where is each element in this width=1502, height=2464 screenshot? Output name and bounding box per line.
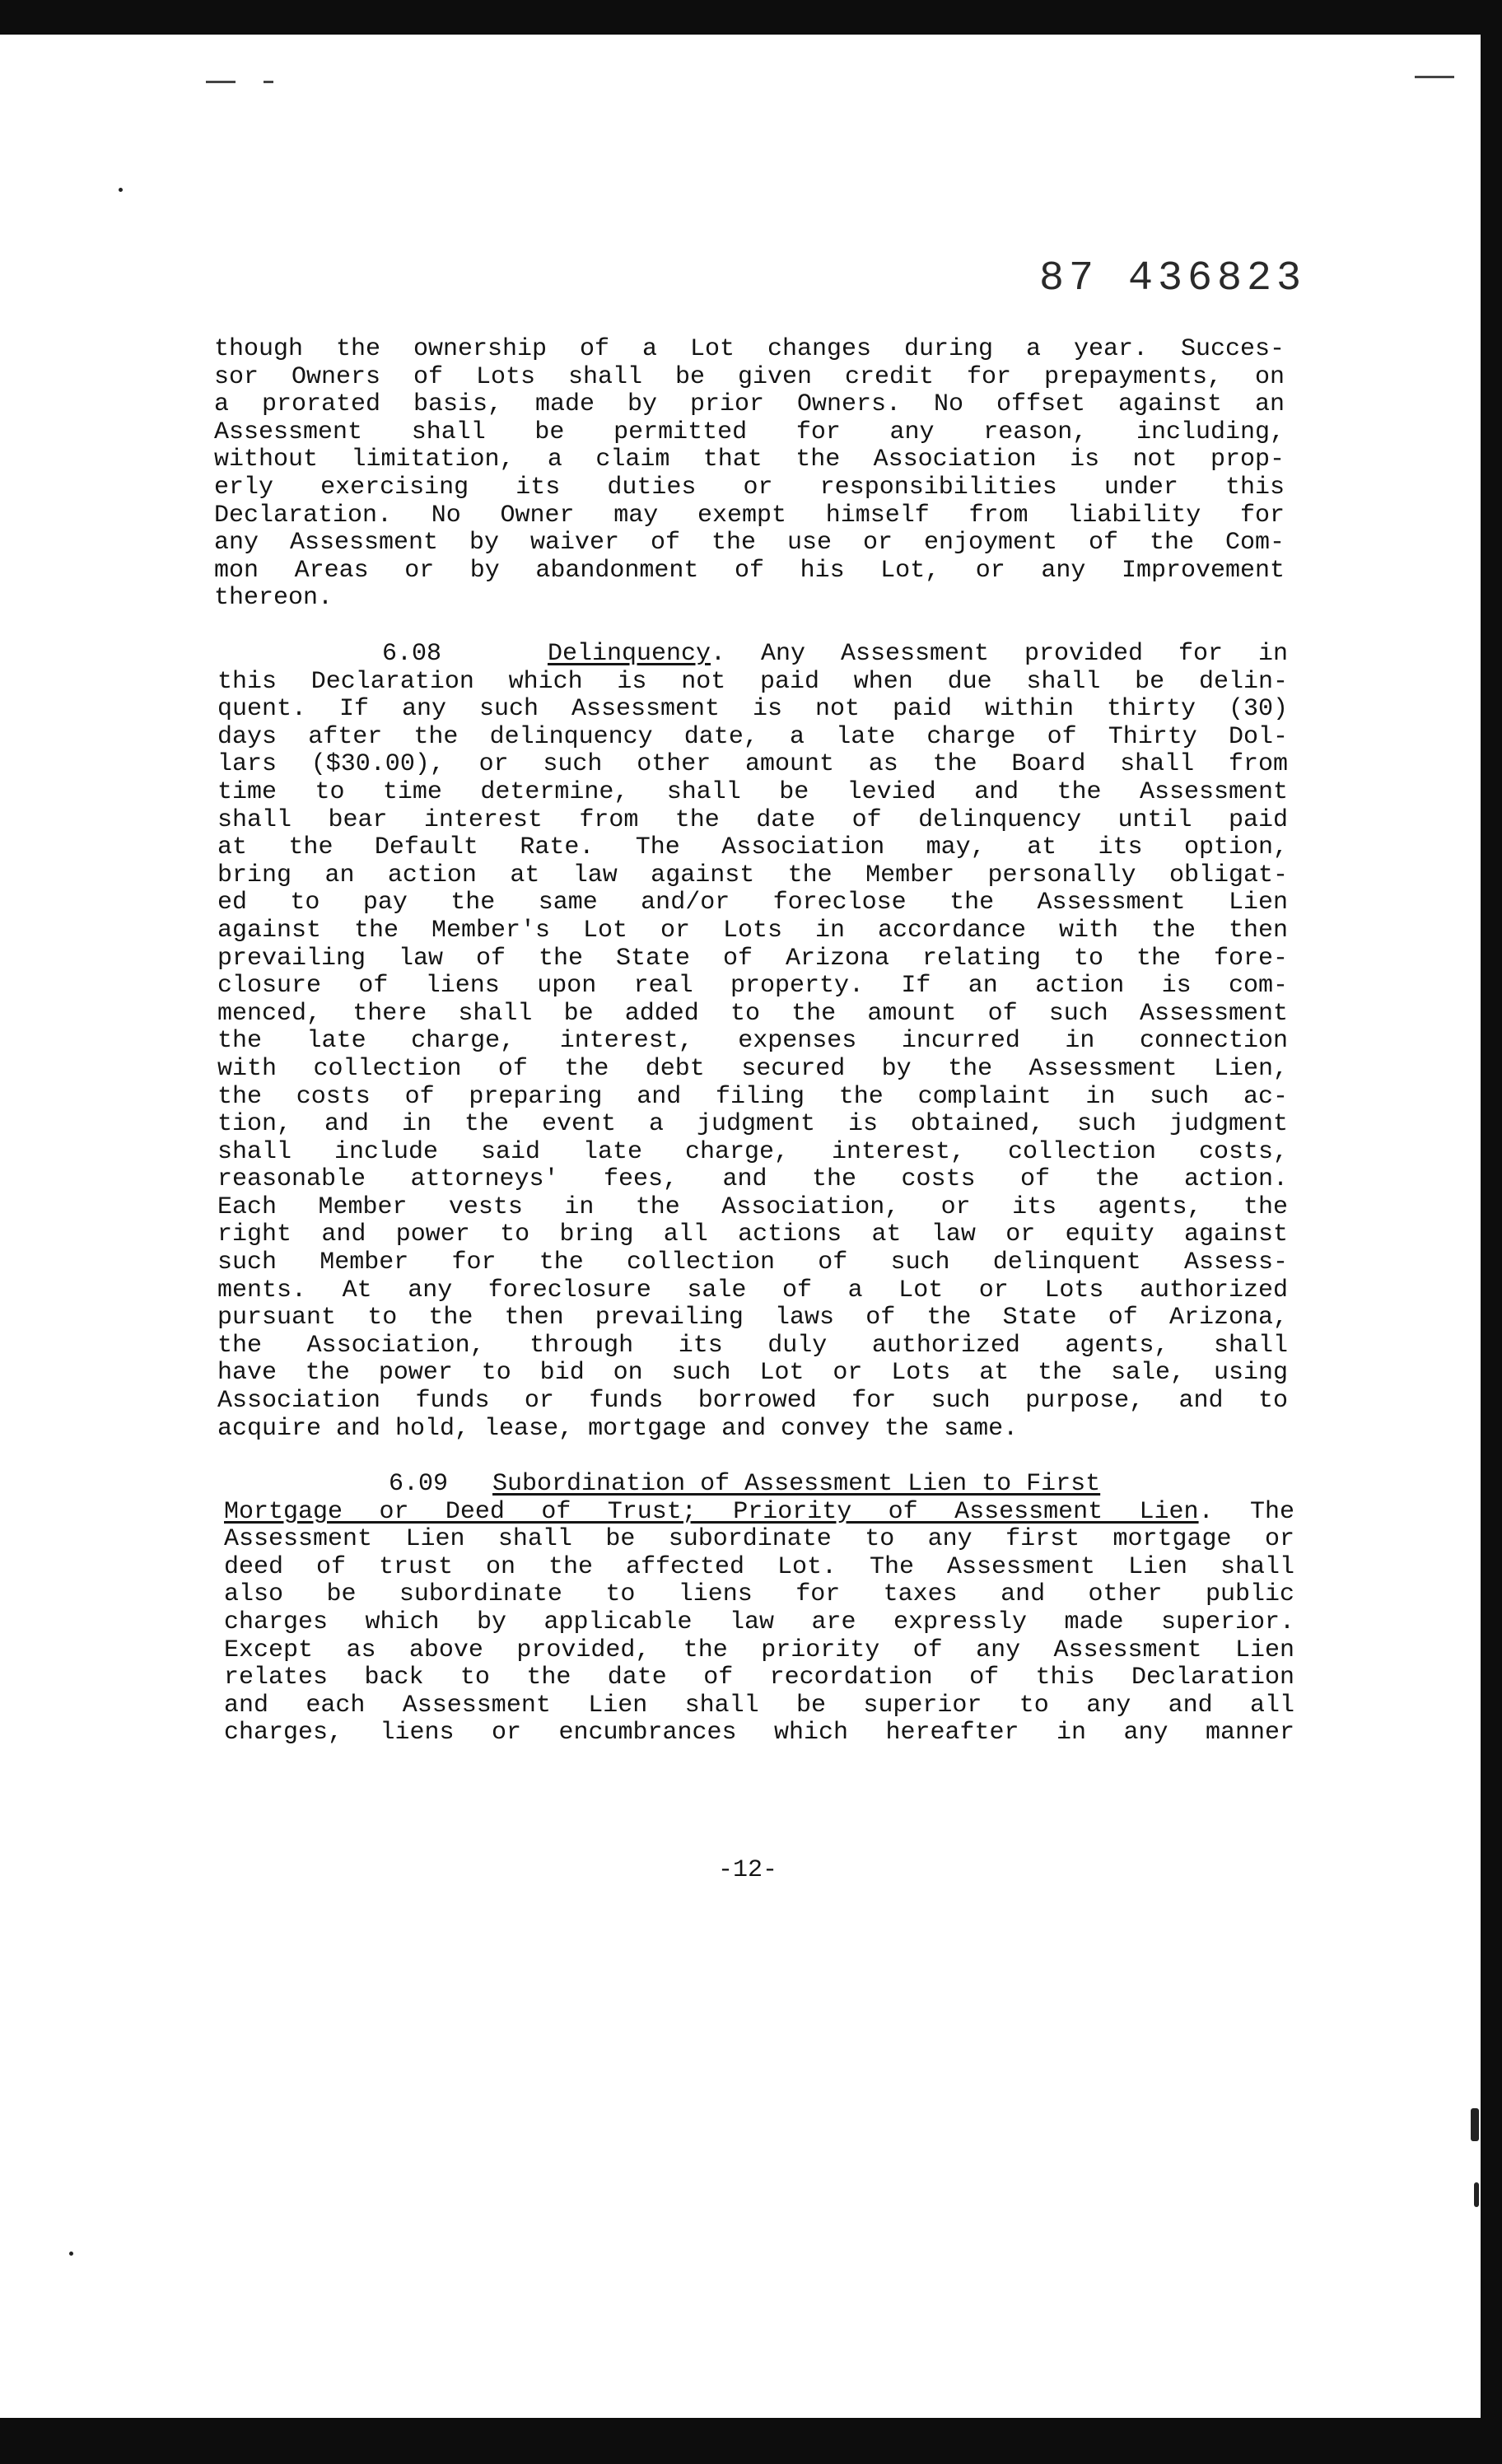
- text-line: such Member for the collection of such delinquent Assess-: [217, 1248, 1288, 1277]
- text-line: thereon.: [214, 584, 334, 613]
- text-line: prevailing law of the State of Arizona relating to the fore-: [217, 944, 1288, 973]
- page-number: -12-: [718, 1856, 778, 1884]
- scan-mark: [206, 81, 236, 83]
- text-line: charges which by applicable law are expressly made superior.: [224, 1608, 1294, 1636]
- text-line: Declaration. No Owner may exempt himself from liability for: [214, 501, 1285, 530]
- text-line: time to time determine, shall be levied and the Assessment: [217, 777, 1288, 806]
- text-line: pursuant to the then prevailing laws of the State of Arizona,: [217, 1304, 1288, 1332]
- scan-mark: [264, 81, 273, 83]
- section-heading-tail: . The: [1198, 1497, 1295, 1526]
- scan-bottom-border: [0, 2418, 1502, 2464]
- text-line: sor Owners of Lots shall be given credit for prepayments, on: [214, 362, 1285, 391]
- text-line: erly exercising its duties or responsibilities under this: [214, 473, 1285, 502]
- section-heading: Delinquency: [547, 640, 711, 668]
- section-heading-line: [224, 1471, 1294, 1499]
- text-line: though the ownership of a Lot changes during a year. Succes-: [214, 335, 1285, 363]
- text-line: Assessment Lien shall be subordinate to any first mortgage or: [224, 1525, 1294, 1554]
- text-line: days after the delinquency date, a late charge of Thirty Dol-: [217, 722, 1288, 751]
- section-6-08: [217, 641, 1288, 1443]
- section-number: 6.09: [389, 1470, 449, 1498]
- scan-right-border: [1481, 0, 1502, 2464]
- text-line: acquire and hold, lease, mortgage and convey the same.: [217, 1414, 1019, 1443]
- text-line: bring an action at law against the Member personally obligat-: [217, 861, 1288, 889]
- scan-mark: [1415, 76, 1454, 78]
- scan-speck: [1471, 2108, 1479, 2141]
- text-line: mon Areas or by abandonment of his Lot, or any Improvement: [214, 556, 1285, 585]
- section-heading-line: [224, 1499, 1294, 1527]
- paragraph-continuation: [214, 336, 1285, 613]
- text-line: against the Member's Lot or Lots in accordance with the then: [217, 916, 1288, 945]
- text-line: ments. At any foreclosure sale of a Lot or Lots authorized: [217, 1276, 1288, 1304]
- text-line: Assessment shall be permitted for any reason, including,: [214, 418, 1285, 446]
- text-line: menced, there shall be added to the amount of such Assessment: [217, 999, 1288, 1028]
- text-line: Except as above provided, the priority of any Assessment Lien: [224, 1636, 1294, 1664]
- text-line: and each Assessment Lien shall be superior to any and all: [224, 1691, 1294, 1720]
- text-line: a prorated basis, made by prior Owners. No offset against an: [214, 390, 1285, 419]
- section-heading-line: [217, 641, 1288, 669]
- document-number: 87 436823: [1039, 255, 1307, 302]
- text-line: shall bear interest from the date of delinquency until paid: [217, 805, 1288, 834]
- text-line: closure of liens upon real property. If an action is com-: [217, 972, 1288, 1001]
- text-line: tion, and in the event a judgment is obtained, such judgment: [217, 1110, 1288, 1139]
- text-line: relates back to the date of recordation of this Declaration: [224, 1664, 1294, 1692]
- text-line: the late charge, interest, expenses incurred in connection: [217, 1027, 1288, 1056]
- text-line: quent. If any such Assessment is not paid within thirty (30): [217, 695, 1288, 724]
- text-line: this Declaration which is not paid when due shall be delin-: [217, 667, 1288, 696]
- text-line: without limitation, a claim that the Association is not prop-: [214, 446, 1285, 474]
- section-number: 6.08: [382, 640, 442, 668]
- section-heading-continued: Mortgage or Deed of Trust; Priority of Assessment Lien: [224, 1497, 1199, 1526]
- text-line: also be subordinate to liens for taxes and other public: [224, 1580, 1294, 1609]
- text-line: Association funds or funds borrowed for such purpose, and to: [217, 1387, 1288, 1416]
- text-line: charges, liens or encumbrances which hereafter in any manner: [224, 1719, 1294, 1748]
- text-line: the costs of preparing and filing the complaint in such ac-: [217, 1082, 1288, 1111]
- text-line: with collection of the debt secured by the Assessment Lien,: [217, 1054, 1288, 1083]
- text-line: deed of trust on the affected Lot. The Assessment Lien shall: [224, 1552, 1294, 1581]
- text-line: lars ($30.00), or such other amount as the Board shall from: [217, 750, 1288, 779]
- text-line: right and power to bring all actions at law or equity against: [217, 1220, 1288, 1249]
- text-line: any Assessment by waiver of the use or enjoyment of the Com-: [214, 529, 1285, 558]
- section-heading-tail: . Any Assessment provided for in: [711, 640, 1289, 668]
- text-line: ed to pay the same and/or foreclose the Assessment Lien: [217, 889, 1288, 917]
- text-line: Each Member vests in the Association, or its agents, the: [217, 1192, 1288, 1221]
- text-line: at the Default Rate. The Association may, at its option,: [217, 833, 1288, 862]
- text-line: shall include said late charge, interest, collection costs,: [217, 1137, 1288, 1166]
- text-line: the Association, through its duly authorized agents, shall: [217, 1331, 1288, 1360]
- scan-speck: [119, 188, 123, 192]
- text-line: reasonable attorneys' fees, and the costs of the action.: [217, 1165, 1288, 1194]
- scan-speck: [69, 2252, 73, 2256]
- scan-speck: [1474, 2182, 1479, 2207]
- section-6-09: [224, 1471, 1294, 1748]
- section-heading: Subordination of Assessment Lien to First: [492, 1470, 1101, 1498]
- text-line: have the power to bid on such Lot or Lots at the sale, using: [217, 1359, 1288, 1388]
- scan-top-border: [0, 0, 1502, 35]
